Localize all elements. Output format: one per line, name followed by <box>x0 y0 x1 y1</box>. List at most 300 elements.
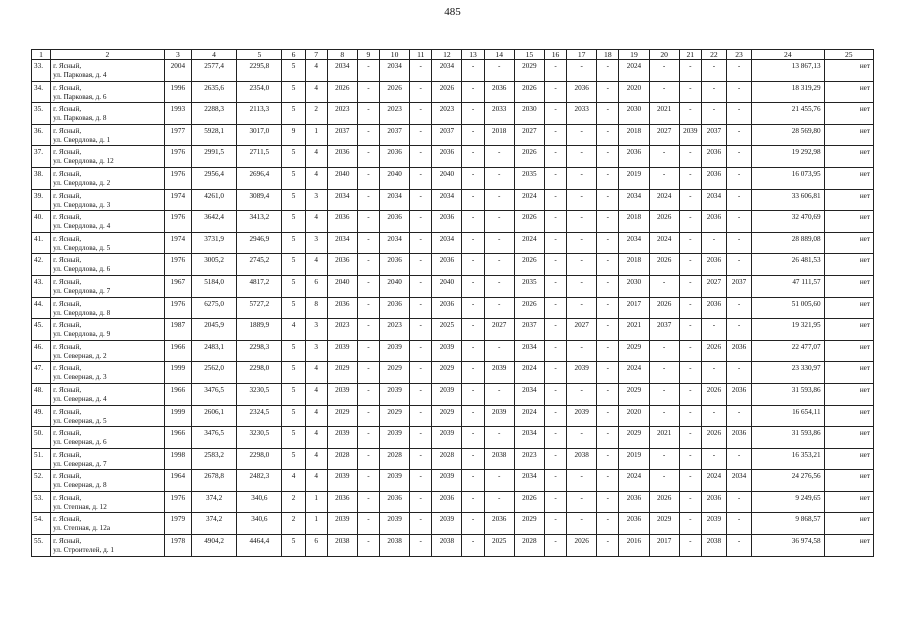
address-street: ул. Северная, д. 3 <box>53 373 107 382</box>
table-cell: 2020 <box>619 405 649 427</box>
table-cell: 4 <box>305 405 327 427</box>
status-cell: нет <box>824 513 873 535</box>
table-cell: 2562,0 <box>191 362 236 384</box>
status-cell: нет <box>824 211 873 233</box>
table-cell: 2040 <box>380 275 410 297</box>
table-cell: - <box>726 211 751 233</box>
table-cell: 1999 <box>164 362 191 384</box>
status-cell: нет <box>824 189 873 211</box>
address-city: г. Ясный, <box>53 515 82 524</box>
table-cell: - <box>410 470 432 492</box>
table-cell: - <box>726 535 751 557</box>
table-cell: 3230,5 <box>237 383 282 405</box>
address-city: г. Ясный, <box>53 450 82 459</box>
table-cell: - <box>679 275 701 297</box>
address-cell <box>51 146 165 168</box>
address-city: г. Ясный, <box>53 364 82 373</box>
table-cell: 2039 <box>432 513 462 535</box>
table-cell: 2039 <box>567 405 597 427</box>
table-cell: 2026 <box>701 340 726 362</box>
table-cell: 2026 <box>649 491 679 513</box>
table-cell: - <box>649 81 679 103</box>
table-cell: - <box>357 470 379 492</box>
cost-cell: 31 593,86 <box>752 427 824 449</box>
table-cell: 2040 <box>327 167 357 189</box>
table-cell: 2023 <box>380 319 410 341</box>
table-cell: - <box>567 513 597 535</box>
table-cell: - <box>679 81 701 103</box>
table-row <box>32 362 874 384</box>
table-cell: - <box>597 405 619 427</box>
table-cell: 3731,9 <box>191 232 236 254</box>
table-row <box>32 470 874 492</box>
table-cell: 4 <box>305 60 327 82</box>
table-cell: - <box>597 448 619 470</box>
cost-cell: 16 654,11 <box>752 405 824 427</box>
table-cell: - <box>679 470 701 492</box>
table-row <box>32 383 874 405</box>
table-cell: 4464,4 <box>237 535 282 557</box>
table-cell: 2029 <box>432 362 462 384</box>
table-cell: 2039 <box>432 383 462 405</box>
table-row <box>32 254 874 276</box>
table-cell: 2039 <box>327 383 357 405</box>
table-cell: - <box>357 491 379 513</box>
table-cell: 2956,4 <box>191 167 236 189</box>
table-cell: 2696,4 <box>237 167 282 189</box>
table-cell: 2034 <box>514 383 544 405</box>
table-cell: 2039 <box>484 405 514 427</box>
table-cell: 2036 <box>327 297 357 319</box>
table-cell: - <box>701 405 726 427</box>
address-street: ул. Свердлова, д. 12 <box>53 157 114 166</box>
table-cell: - <box>649 448 679 470</box>
column-header: 6 <box>282 50 305 60</box>
table-cell: - <box>679 232 701 254</box>
table-cell: - <box>410 427 432 449</box>
table-cell: - <box>597 513 619 535</box>
table-cell: - <box>679 189 701 211</box>
table-cell: 2036 <box>701 297 726 319</box>
cost-cell: 13 867,13 <box>752 60 824 82</box>
table-cell: 2 <box>305 103 327 125</box>
table-row <box>32 103 874 125</box>
table-cell: 3 <box>305 340 327 362</box>
address-cell <box>51 491 165 513</box>
table-cell: - <box>597 60 619 82</box>
address-street: ул. Северная, д. 5 <box>53 416 107 425</box>
table-cell: - <box>544 362 566 384</box>
table-cell: 2018 <box>619 254 649 276</box>
table-cell: 2027 <box>701 275 726 297</box>
table-cell: 2295,8 <box>237 60 282 82</box>
table-cell: - <box>544 189 566 211</box>
table-row <box>32 427 874 449</box>
cost-cell: 18 319,29 <box>752 81 824 103</box>
table-cell: - <box>544 124 566 146</box>
table-cell: - <box>462 383 484 405</box>
table-cell: 2017 <box>649 535 679 557</box>
table-cell: 5 <box>282 448 305 470</box>
table-cell: 2036 <box>619 146 649 168</box>
table-cell: 2034 <box>327 232 357 254</box>
table-cell: 6 <box>305 275 327 297</box>
row-number: 52. <box>32 470 51 492</box>
table-cell: - <box>597 167 619 189</box>
table-cell: 2017 <box>619 297 649 319</box>
table-cell: - <box>597 146 619 168</box>
table-row <box>32 405 874 427</box>
table-cell: - <box>544 254 566 276</box>
table-cell: 2577,4 <box>191 60 236 82</box>
table-cell: - <box>357 275 379 297</box>
table-cell: - <box>410 275 432 297</box>
status-cell: нет <box>824 103 873 125</box>
table-cell: - <box>597 491 619 513</box>
table-cell: - <box>597 319 619 341</box>
table-cell: - <box>544 81 566 103</box>
table-cell: 4261,0 <box>191 189 236 211</box>
table-cell: 1979 <box>164 513 191 535</box>
row-number: 33. <box>32 60 51 82</box>
table-cell: 2021 <box>649 427 679 449</box>
table-cell: - <box>410 383 432 405</box>
column-header: 2 <box>51 50 165 60</box>
table-cell: 1 <box>305 513 327 535</box>
table-cell: 2039 <box>327 340 357 362</box>
table-cell: - <box>679 362 701 384</box>
table-cell: - <box>544 448 566 470</box>
address-street: ул. Свердлова, д. 9 <box>53 330 111 339</box>
table-cell: 2037 <box>380 124 410 146</box>
table-cell: - <box>484 297 514 319</box>
status-cell: нет <box>824 362 873 384</box>
table-cell: 1964 <box>164 470 191 492</box>
table-cell: 4 <box>305 448 327 470</box>
cost-cell: 22 477,07 <box>752 340 824 362</box>
address-cell <box>51 124 165 146</box>
table-cell: 2036 <box>327 491 357 513</box>
table-cell: - <box>410 254 432 276</box>
table-cell: 1974 <box>164 189 191 211</box>
table-cell: - <box>649 383 679 405</box>
table-cell: - <box>567 146 597 168</box>
table-cell: - <box>726 491 751 513</box>
table-cell: 1 <box>305 491 327 513</box>
table-row <box>32 448 874 470</box>
table-cell: - <box>357 513 379 535</box>
address-street: ул. Строителей, д. 1 <box>53 546 114 555</box>
header-row <box>32 50 874 60</box>
table-cell: - <box>726 513 751 535</box>
row-number: 55. <box>32 535 51 557</box>
address-cell <box>51 319 165 341</box>
table-cell: 2018 <box>484 124 514 146</box>
table-cell: - <box>567 340 597 362</box>
table-row <box>32 297 874 319</box>
address-street: ул. Свердлова, д. 8 <box>53 308 111 317</box>
table-cell: 2039 <box>432 340 462 362</box>
table-cell: 2036 <box>432 146 462 168</box>
table-cell: - <box>357 232 379 254</box>
table-cell: 2039 <box>432 470 462 492</box>
table-cell: 2035 <box>514 167 544 189</box>
table-cell: - <box>567 167 597 189</box>
address-cell <box>51 189 165 211</box>
table-cell: - <box>597 189 619 211</box>
table-cell: - <box>484 470 514 492</box>
table-cell: 5 <box>282 81 305 103</box>
table-cell: - <box>544 319 566 341</box>
table-cell: 5 <box>282 362 305 384</box>
table-cell: - <box>597 275 619 297</box>
table-cell: 2038 <box>484 448 514 470</box>
table-row <box>32 232 874 254</box>
table-cell: - <box>701 319 726 341</box>
row-number: 35. <box>32 103 51 125</box>
status-cell: нет <box>824 319 873 341</box>
table-row <box>32 124 874 146</box>
table-cell: - <box>410 103 432 125</box>
table-cell: - <box>357 146 379 168</box>
address-city: г. Ясный, <box>53 277 82 286</box>
data-table <box>31 49 874 557</box>
address-cell <box>51 103 165 125</box>
table-cell: - <box>679 383 701 405</box>
address-street: ул. Парковая, д. 8 <box>53 114 107 123</box>
table-cell: - <box>357 362 379 384</box>
table-cell: 2026 <box>432 81 462 103</box>
table-cell: 2026 <box>514 211 544 233</box>
table-cell: - <box>649 146 679 168</box>
table-cell: - <box>679 60 701 82</box>
table-cell: - <box>726 319 751 341</box>
address-cell <box>51 448 165 470</box>
table-cell: 3413,2 <box>237 211 282 233</box>
table-cell: - <box>567 60 597 82</box>
address-city: г. Ясный, <box>53 148 82 157</box>
table-row <box>32 513 874 535</box>
address-cell <box>51 211 165 233</box>
table-cell: - <box>649 405 679 427</box>
table-cell: 3476,5 <box>191 383 236 405</box>
table-cell: 2033 <box>567 103 597 125</box>
table-cell: 2038 <box>432 535 462 557</box>
table-cell: 2036 <box>726 383 751 405</box>
address-cell <box>51 362 165 384</box>
table-cell: 2034 <box>726 470 751 492</box>
table-cell: 2029 <box>619 427 649 449</box>
table-cell: 2037 <box>327 124 357 146</box>
address-city: г. Ясный, <box>53 169 82 178</box>
cost-cell: 51 005,60 <box>752 297 824 319</box>
table-cell: 2034 <box>327 60 357 82</box>
table-cell: - <box>357 405 379 427</box>
table-cell: 2026 <box>514 146 544 168</box>
table-cell: 5928,1 <box>191 124 236 146</box>
table-cell: - <box>462 470 484 492</box>
table-cell: - <box>410 513 432 535</box>
row-number: 47. <box>32 362 51 384</box>
table-body <box>32 60 874 557</box>
table-cell: 2298,0 <box>237 448 282 470</box>
table-cell: 2037 <box>726 275 751 297</box>
table-cell: 2018 <box>619 124 649 146</box>
table-cell: 2037 <box>432 124 462 146</box>
column-header: 1 <box>32 50 51 60</box>
table-cell: - <box>410 362 432 384</box>
table-cell: 2026 <box>649 297 679 319</box>
table-cell: 2036 <box>484 513 514 535</box>
table-cell: - <box>726 448 751 470</box>
table-cell: 2036 <box>701 254 726 276</box>
table-row <box>32 340 874 362</box>
table-cell: - <box>679 427 701 449</box>
column-header: 9 <box>357 50 379 60</box>
table-cell: - <box>357 103 379 125</box>
table-cell: - <box>544 167 566 189</box>
table-cell: 2029 <box>327 405 357 427</box>
table-cell: 2036 <box>327 254 357 276</box>
table-cell: - <box>679 254 701 276</box>
table-cell: - <box>410 146 432 168</box>
table-cell: 2040 <box>380 167 410 189</box>
address-city: г. Ясный, <box>53 429 82 438</box>
table-cell: 2024 <box>514 232 544 254</box>
table-cell: - <box>597 383 619 405</box>
address-city: г. Ясный, <box>53 105 82 114</box>
table-cell: 2039 <box>484 362 514 384</box>
table-cell: - <box>649 167 679 189</box>
table-cell: - <box>410 340 432 362</box>
table-cell: 2024 <box>701 470 726 492</box>
column-header: 21 <box>679 50 701 60</box>
table-cell: 2036 <box>432 211 462 233</box>
table-cell: 2029 <box>327 362 357 384</box>
table-cell: 2036 <box>726 427 751 449</box>
table-cell: 2036 <box>726 340 751 362</box>
table-cell: - <box>410 81 432 103</box>
row-number: 43. <box>32 275 51 297</box>
table-cell: - <box>410 491 432 513</box>
table-cell: - <box>357 297 379 319</box>
row-number: 48. <box>32 383 51 405</box>
table-cell: - <box>597 535 619 557</box>
table-cell: 2039 <box>380 470 410 492</box>
column-header: 18 <box>597 50 619 60</box>
address-city: г. Ясный, <box>53 213 82 222</box>
table-cell: - <box>357 81 379 103</box>
table-cell: 2038 <box>701 535 726 557</box>
address-city: г. Ясный, <box>53 256 82 265</box>
table-cell: - <box>410 405 432 427</box>
table-cell: - <box>567 254 597 276</box>
table-cell: - <box>597 81 619 103</box>
table-row <box>32 319 874 341</box>
table-cell: 2026 <box>649 254 679 276</box>
table-cell: - <box>462 319 484 341</box>
table-cell: 3 <box>305 189 327 211</box>
row-number: 46. <box>32 340 51 362</box>
table-cell: 2036 <box>432 297 462 319</box>
table-cell: - <box>597 297 619 319</box>
table-cell: - <box>462 211 484 233</box>
table-row <box>32 211 874 233</box>
address-cell <box>51 535 165 557</box>
table-cell: 2034 <box>514 340 544 362</box>
row-number: 41. <box>32 232 51 254</box>
address-cell <box>51 470 165 492</box>
table-cell: - <box>679 513 701 535</box>
address-street: ул. Северная, д. 7 <box>53 459 107 468</box>
table-cell: 2026 <box>514 491 544 513</box>
table-cell: 2029 <box>514 513 544 535</box>
address-city: г. Ясный, <box>53 83 82 92</box>
table-cell: 5 <box>282 275 305 297</box>
address-street: ул. Свердлова, д. 6 <box>53 265 111 274</box>
table-cell: 2039 <box>380 340 410 362</box>
table-cell: 5 <box>282 189 305 211</box>
table-cell: 2 <box>282 491 305 513</box>
table-cell: - <box>462 232 484 254</box>
cost-cell: 21 455,76 <box>752 103 824 125</box>
address-city: г. Ясный, <box>53 342 82 351</box>
table-cell: 2040 <box>432 167 462 189</box>
table-cell: 2029 <box>380 405 410 427</box>
table-cell: 4 <box>282 470 305 492</box>
address-street: ул. Северная, д. 4 <box>53 394 107 403</box>
table-cell: 2029 <box>649 513 679 535</box>
table-cell: - <box>567 275 597 297</box>
table-cell: 3005,2 <box>191 254 236 276</box>
table-cell: 2037 <box>701 124 726 146</box>
table-row <box>32 146 874 168</box>
address-city: г. Ясный, <box>53 299 82 308</box>
table-cell: 2745,2 <box>237 254 282 276</box>
table-cell: 2016 <box>619 535 649 557</box>
table-cell: 1977 <box>164 124 191 146</box>
table-cell: 2040 <box>432 275 462 297</box>
table-cell: - <box>726 124 751 146</box>
table-cell: - <box>649 340 679 362</box>
status-cell: нет <box>824 232 873 254</box>
table-cell: - <box>597 232 619 254</box>
table-cell: 2034 <box>327 189 357 211</box>
table-cell: 2030 <box>619 103 649 125</box>
address-city: г. Ясный, <box>53 191 82 200</box>
table-cell: 5 <box>282 297 305 319</box>
table-cell: - <box>679 340 701 362</box>
table-cell: - <box>544 470 566 492</box>
table-cell: - <box>726 103 751 125</box>
table-cell: 1 <box>305 124 327 146</box>
table-cell: - <box>357 254 379 276</box>
table-cell: - <box>410 319 432 341</box>
status-cell: нет <box>824 448 873 470</box>
table-cell: - <box>701 81 726 103</box>
table-cell: 2036 <box>484 81 514 103</box>
address-cell <box>51 60 165 82</box>
table-cell: 2036 <box>380 211 410 233</box>
table-cell: 2023 <box>327 103 357 125</box>
table-cell: - <box>649 470 679 492</box>
table-cell: 2034 <box>432 60 462 82</box>
table-cell: - <box>484 254 514 276</box>
table-cell: 2038 <box>327 535 357 557</box>
table-cell: 2036 <box>380 297 410 319</box>
address-city: г. Ясный, <box>53 537 82 546</box>
address-cell <box>51 383 165 405</box>
